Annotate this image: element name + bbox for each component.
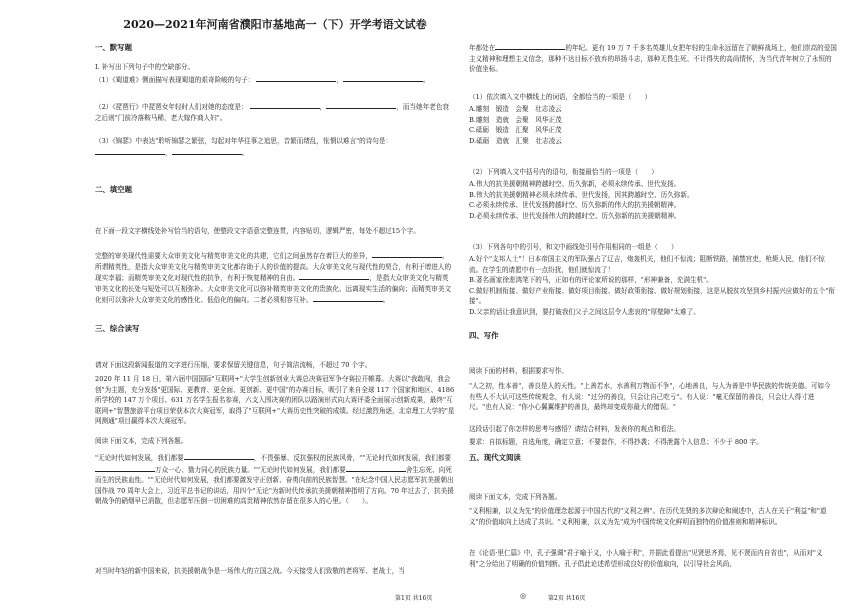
s1-q3-tail: 。 [241, 148, 249, 157]
blank[interactable] [346, 464, 406, 472]
blank[interactable] [172, 147, 242, 155]
s3-passage [95, 452, 455, 507]
s2-instructions: 在下面一段文字横线处补写恰当的语句，使整段文字语意完整连贯，内容贴切，逻辑严密，每处不超过15个字。 [95, 227, 420, 235]
option-b[interactable]: B.著名画家徐悲鸿笔下的马，正如有的评论家所说的那样，"形神兼备，充满生机"。 [469, 276, 713, 285]
s1-q1: （1）《蜀道难》侧面描写表现蜀道的艰奇险峻的句子： ， 。 [95, 76, 430, 84]
question-2: （2）下列填入文中括号内的语句，衔接最恰当的一项是（ ） [469, 168, 658, 176]
s3-part-d: 舍生忘死、向死而生的民族血性。""无论时代如何发展，我们都要激发守正创新、奋勇向前的民族智慧。"在纪念中国人民志愿军抗美援朝出国作战 70 周年大会上，习近平总书记的讲话，用四个"无论"为新时代传承抗美援朝精神指明了方向。70 年过去了，抗美援朝战争的硝烟早已消散，但志愿军压倒一切困难的高贵精神依然存留在很多人的心里。（ ）。 [95, 465, 454, 506]
s1-q1-text: （1）《蜀道难》侧面描写表现蜀道的艰奇险峻的句子： [95, 76, 255, 84]
option-d[interactable]: D.父亲的话让我意识到，要打破我们父子之间这层令人悲哀的"厚壁障"太难了。 [469, 307, 700, 316]
option-d[interactable]: D.砥砺 造就 汇聚 壮志凌云 [469, 136, 562, 145]
s2-part-a: 完整的审美现代性需要大众审美文化与精英审美文化的共建，它们之间虽然存在着巨大的差异， [95, 252, 372, 260]
blank[interactable] [299, 272, 369, 280]
s3-instructions: 请对下面这段新闻报道的文字进行压缩，要求保留关键信息，句子简洁流畅，不超过 70 个字。 [95, 361, 372, 369]
question-2-options [469, 179, 837, 221]
page-title: 2020—2021年河南省濮阳市基地高一（下）开学考语文试卷 [123, 18, 427, 31]
page-number-right: 第2页 共16页 [548, 595, 586, 602]
question-3: （3）下列各句中的引号，和文中画线处引号作用相同的一组是（ ） [469, 243, 678, 251]
blank[interactable] [495, 42, 565, 50]
s4-prompt: 这段话引起了你怎样的思考与感悟？请结合材料，发表你的观点和看法。 [469, 425, 680, 433]
option-c[interactable]: C.做好机制衔接、做好产业衔接、做好项目衔接、做好政策衔接、做好规划衔接，这是从脱贫攻坚到乡村振兴应做好的五个"衔接"。 [469, 286, 835, 306]
binding-circle: ◎ [520, 592, 527, 600]
s3-read-prompt: 阅读下面文本，完成下列各题。 [95, 437, 188, 445]
s1-q2-tail: ，而当她年老色衰之后则"门前冷落鞍马稀，老大嫁作商人妇"。 [95, 103, 450, 122]
blank[interactable] [250, 101, 320, 109]
s2-passage: 完整的审美现代性需要大众审美文化与精英审美文化的共建，它们之间虽然存在着巨大的差异， 。所谓精英性，是指大众审美文化与精英审美文化都存助于人的价值的提高。大众审美文化与现代性的契合，有利于增进人的现实幸福；而精英审美文化对现代性的抗争，有利于恢复精神的自由。 ，是指大众审美文化与精英审美文化的长处与短处可以互相弥补。大众审美文化可以弥补精英审美文化的贵族化、远离现实生活的偏向；而精英审美文化则可以弥补大众审美文化的感性化、低俗化的偏向。二者必须相容互补。 。 [95, 252, 452, 305]
blank[interactable] [256, 74, 336, 82]
r-p0-a: 年都处在 [469, 44, 496, 52]
blank[interactable] [95, 147, 165, 155]
s5-instructions: 阅读下面文本，完成下列各题。 [469, 493, 562, 501]
s1-intro: I. 补写出下列句子中的空缺部分。 [95, 63, 195, 71]
s4-requirements: 要求：自拟标题，自选角度，确定立意；不要套作，不得抄袭；不得泄露个人信息；不少于 800 字。 [469, 438, 763, 446]
option-a[interactable]: A.好个"支邦人士"！日本帝国主义的军队强占了辽吉，炮轰机关，他们不惊流；阻断铁路，捕禁宫吏，枪毙人民，他们不惊流。在学生的请愿中有一点纷扰，他们就惊流了！ [469, 255, 825, 274]
blank[interactable] [372, 250, 442, 258]
question-1: （1）依次填入文中横线上的词语，全都恰当的一项是（ ） [469, 93, 652, 101]
page-number-left: 第1页 共16页 [395, 595, 433, 602]
s1-q3: （3）《锦瑟》中表达"聆听锦瑟之繁弦，勾起对年华往事之追思，音繁而绪乱，怅惘以难言"的诗句是： ， 。 [95, 137, 393, 157]
blank[interactable] [184, 452, 254, 460]
section-heading-1: 一、默写题 [95, 43, 132, 52]
s3-part-a: "无论时代如何发展，我们都要 [95, 454, 184, 462]
s1-q2-text: （2）《琵琶行》中琵琶女年轻时人们对她的态度是： [95, 103, 248, 111]
section-heading-5: 五、现代文阅读 [469, 453, 521, 462]
option-d[interactable]: D.必须永续传承、世代发扬伟大的跨越时空、历久弥新的抗美援朝精神。 [469, 211, 681, 220]
blank[interactable] [326, 101, 396, 109]
option-a[interactable]: A.雕刻 锻造 会聚 壮志凌云 [469, 105, 562, 113]
s5-paragraph-2: 在《论语·里仁篇》中，孔子强调"君子喻于义，小人喻于利"，并据此看提出"见贤思齐焉，见不贤而内自省也"，从而对"义利"之分给出了明确的价值判断。孔子倡此论述希望形成良好的价值取向，以引导社会风尚、 [469, 549, 823, 568]
s3-part-c: 万众一心、勠力同心的民族力量。""无论时代如何发展，我们都要 [155, 465, 346, 474]
r-p0-b: 的年纪。更有 19 万 7 千多名英雄儿女把年轻的生命永远留在了朝鲜战场上，他们崇高的爱国主义精神和理想主义信念，那种不达目标不放弃的昂扬斗志，那种无畏生死、不计得失的高尚情怀，为当代青年树立了永恒的价值坐标。 [469, 44, 837, 74]
s2-part-b: 。所谓精英性，是指大众审美文化与精英审美文化都存助于人的价值的提高。大众审美文化与现代性的契合，有利于增进人的现实幸福；而精英审美文化对现代性的抗争，有利于恢复精神的自由。 [95, 252, 452, 283]
r-continued-paragraph [469, 42, 837, 75]
option-c[interactable]: C.必须永续传承、世代发扬跨越时空、历久弥新的伟大的抗美援朝精神。 [469, 201, 681, 210]
blank[interactable] [95, 464, 155, 472]
s2-part-c: ，是指大众审美文化与精英审美文化的长处与短处可以互相弥补。大众审美文化可以弥补精英审美文化的贵族化、远离现实生活的偏向；而精英审美文化则可以弥补大众审美文化的感性化、低俗化的偏向。二者必须相容互补。 [95, 274, 452, 305]
option-b[interactable]: B.雕刻 造就 会聚 风华正茂 [469, 115, 562, 124]
section-heading-4: 四、写作 [469, 331, 499, 340]
question-1-options [469, 104, 837, 146]
section-heading-2: 二、填空题 [95, 185, 132, 194]
section-heading-3: 三、综合读写 [95, 324, 140, 333]
question-3-options [469, 254, 837, 318]
blank[interactable] [343, 74, 423, 82]
s5-paragraph-1: "义利相兼，以义为先"的价值理念起源于中国古代的"义利之辨"。在历代先贤的多次辩论和阐述中，古人在关于"利益"和"道义"的价值取向上达成了共识。"义利相兼，以义为先"成为中国传统文化鲜明而独特的价值准则和精神标识。 [469, 507, 827, 526]
s1-q3-text: （3）《锦瑟》中表达"聆听锦瑟之繁弦，勾起对年华往事之追思，音繁而绪乱，怅惘以难言"的诗句是： [95, 137, 393, 145]
s4-material: "人之初，性本善"，善良是人的天性。"上善若水，水善利万物而不争"，心地善良，与人为善是中华民族的传统美德。可如今有些人不大认可这些传统观念，有人说："过分的善良，只会让自己吃亏"。有人说："毫无保留的善良，只会让人得寸进尺。"也有人说："你小心翼翼维护的善良，最终却变成你最大的错误。" [469, 382, 831, 412]
option-b[interactable]: B.伟大的抗美援朝精神必须永续传承、世代发扬，因其跨越时空、历久弥新。 [469, 190, 694, 199]
s3-paragraph-end: 对当时年轻的新中国来说，抗美援朝战争是一场伟大的立国之战。今天接受人们致敬的老将军、老战士，当 [95, 567, 405, 575]
option-c[interactable]: C.砥砺 锻造 汇聚 风华正茂 [469, 126, 562, 135]
option-a[interactable]: A.伟大的抗美援朝精神跨越时空、历久弥新，必须永续传承、世代发扬。 [469, 180, 681, 188]
s3-part-b: ，不畏强暴、反抗强权的民族风骨，""无论时代如何发展，我们都要 [253, 454, 452, 462]
blank[interactable] [313, 294, 383, 302]
s1-q2: （2）《琵琶行》中琵琶女年轻时人们对她的态度是： ， ，而当她年老色衰之后则"门前冷落鞍马稀，老大嫁作商人妇"。 [95, 103, 450, 122]
s4-instructions: 阅读下面的材料，根据要求写作。 [469, 367, 568, 375]
s3-news: 2020 年 11 月 18 日，第六届中国国际"互联网+"大学生创新创业大赛总决赛冠军争夺赛拉开帷幕。大赛以"我敢闯，我会创"为主题，充分发扬"更国际、更教育、更全面、更创新、更中国"的办赛目标，吸引了来自全球 117 个国家和地区、4186 所学校的 147 万个项目、631 万名学生报名参赛，六支入围决赛的团队以路演形式向大赛评委全面展示创新成果，最终"互联网+"智慧旅游平台项目荣获本次大赛冠军，取得了"互联网+"大赛历史性突破的成绩。经过激烈角逐，北京理工大学的"星网测通"项目赢得本次大赛冠军。 [95, 375, 455, 426]
